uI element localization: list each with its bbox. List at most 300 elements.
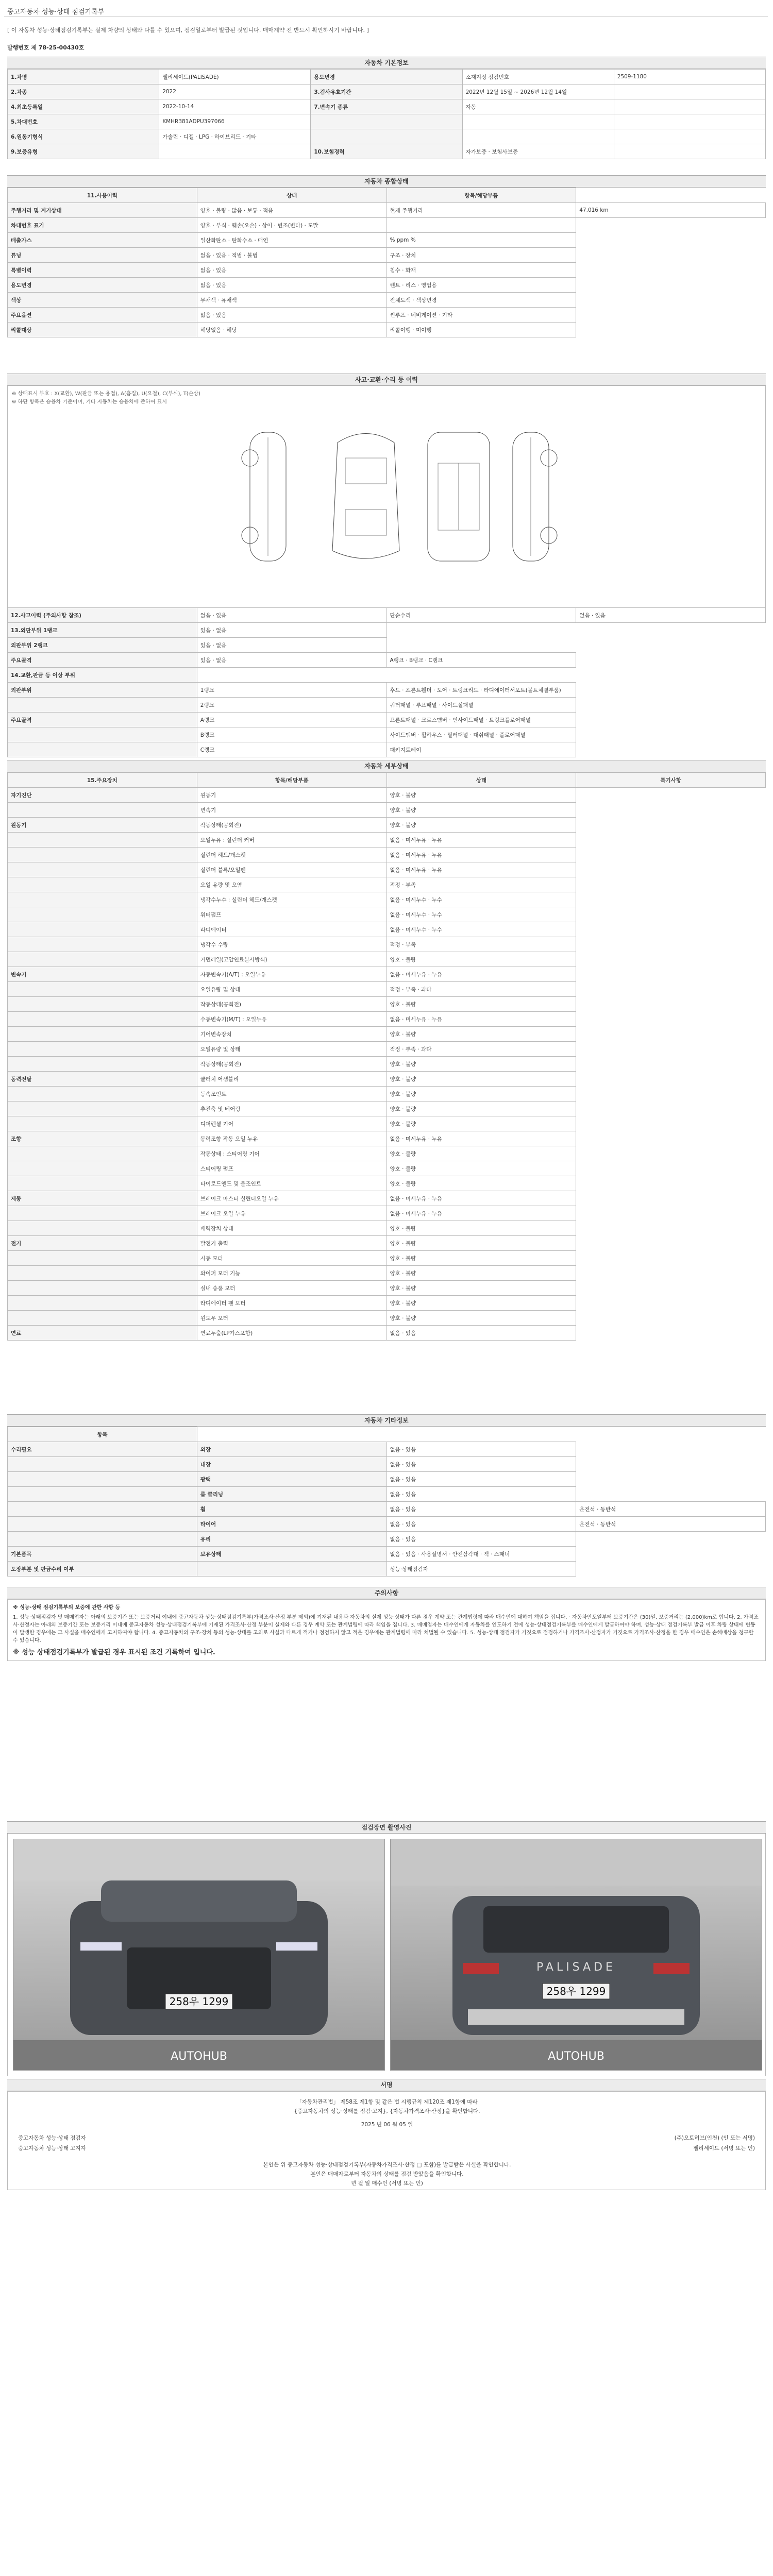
detail-cell: [8, 833, 197, 848]
overall-row: [8, 308, 766, 323]
detail-cell: [8, 1146, 197, 1161]
detail-row: [8, 1027, 766, 1042]
detail-row: [8, 907, 766, 922]
detail-cell: 없음 · 미세누유 · 누유: [386, 1131, 576, 1146]
detail-cell: [8, 803, 197, 818]
detail-cell: [8, 952, 197, 967]
overall-cell: 없음 · 있음: [197, 278, 386, 293]
detail-section: [7, 760, 766, 1341]
detail-cell: 배력장치 상태: [197, 1221, 386, 1236]
detail-cell: 적정 · 부족: [386, 877, 576, 892]
detail-cell: [8, 862, 197, 877]
other-section: [7, 1414, 766, 1577]
other-cell: [8, 1517, 197, 1532]
overall-cell: 색상: [8, 293, 197, 308]
detail-cell: 오일누유 : 실린더 커버: [197, 833, 386, 848]
overall-cell: 없음 · 있음: [197, 263, 386, 278]
basic-cell: 7.변속기 종류: [311, 99, 462, 114]
detail-cell: 양호 · 불량: [386, 952, 576, 967]
other-cell: [8, 1472, 197, 1487]
detail-cell: 스티어링 펌프: [197, 1161, 386, 1176]
detail-cell: [8, 1116, 197, 1131]
sign-line-1: 「자동차관리법」 제58조 제1항 및 같은 법 시행규칙 제120조 제1항에 따라: [296, 2099, 478, 2105]
detail-cell: 조향: [8, 1131, 197, 1146]
detail-row: [8, 1221, 766, 1236]
accident-row: [8, 742, 766, 757]
car-top-interior-icon: [420, 427, 497, 566]
detail-cell: [8, 1101, 197, 1116]
other-row: [8, 1442, 766, 1457]
detail-cell: [8, 1281, 197, 1296]
detail-row: [8, 982, 766, 997]
caution-section: [7, 1587, 766, 1661]
detail-cell: [8, 922, 197, 937]
detail-cell: 기어변속장치: [197, 1027, 386, 1042]
detail-cell: 자기진단: [8, 788, 197, 803]
overall-head-cell: 11.사용이력: [8, 188, 197, 203]
accident-cell: 없음 · 있음: [576, 608, 766, 623]
detail-row: [8, 1012, 766, 1027]
diagram-legend: [12, 390, 200, 406]
basic-cell: [614, 84, 765, 99]
basic-cell: 가솔린 · 디젤 · LPG · 하이브리드 · 기타: [159, 129, 311, 144]
overall-section: [7, 175, 766, 337]
overall-cell: 없음 · 있음: [197, 308, 386, 323]
detail-cell: [8, 1057, 197, 1072]
inspector-value: (주)오토허브(인천) (인 또는 서명): [674, 2135, 755, 2141]
overall-cell: 리콜이행 · 미이행: [386, 323, 576, 337]
detail-cell: 없음 · 미세누수 · 누수: [386, 922, 576, 937]
detail-cell: 원동기: [8, 818, 197, 833]
caution-body: [7, 1599, 766, 1661]
detail-cell: 양호 · 불량: [386, 1087, 576, 1101]
accident-cell: 14.교환,판금 등 이상 부위: [8, 668, 197, 683]
detail-cell: [8, 877, 197, 892]
overall-row: [8, 293, 766, 308]
basic-cell: 4.최초등록일: [8, 99, 159, 114]
detail-cell: 동력전달: [8, 1072, 197, 1087]
detail-cell: 양호 · 불량: [386, 1116, 576, 1131]
overall-row: [8, 218, 766, 233]
basic-info-title: 자동차 기본정보: [7, 57, 766, 69]
detail-cell: 와이퍼 모터 기능: [197, 1266, 386, 1281]
other-cell: 없음 · 있음: [386, 1532, 576, 1547]
rear-photo: [390, 1839, 762, 2071]
detail-cell: 브레이크 오일 누유: [197, 1206, 386, 1221]
accident-cell: 13.외판부위 1랭크: [8, 623, 197, 638]
accident-cell: [8, 698, 197, 713]
detail-cell: [8, 982, 197, 997]
detail-cell: 없음 · 미세누유 · 누유: [386, 1206, 576, 1221]
basic-cell: [462, 129, 614, 144]
detail-cell: 양호 · 불량: [386, 1296, 576, 1311]
detail-row: [8, 1072, 766, 1087]
other-cell: 없음 · 있음: [386, 1517, 576, 1532]
accident-row: [8, 698, 766, 713]
overall-cell: 양호 · 불량 · 많음 · 보통 · 적음: [197, 203, 386, 218]
detail-cell: 없음 · 미세누유 · 누유: [386, 848, 576, 862]
detail-row: [8, 952, 766, 967]
other-row: [8, 1487, 766, 1502]
overall-cell: 없음 · 있음 · 적법 · 불법: [197, 248, 386, 263]
detail-cell: [8, 1221, 197, 1236]
detail-row: [8, 1042, 766, 1057]
detail-cell: 작동상태(공회전): [197, 1057, 386, 1072]
detail-row: [8, 877, 766, 892]
detail-cell: 디퍼렌셜 기어: [197, 1116, 386, 1131]
accident-cell: A랭크 · B랭크 · C랭크: [386, 653, 576, 668]
legend-line-2: ※ 하단 항목은 승용차 기준이며, 기타 자동차는 승용차에 준하여 표시: [12, 399, 167, 405]
detail-cell: 양호 · 불량: [386, 1101, 576, 1116]
detail-cell: 양호 · 불량: [386, 997, 576, 1012]
other-cell: 없음 · 있음: [386, 1502, 576, 1517]
detail-cell: 동력조향 작동 오일 누유: [197, 1131, 386, 1146]
detail-cell: 적정 · 부족 · 과다: [386, 982, 576, 997]
detail-cell: 양호 · 불량: [386, 1146, 576, 1161]
basic-cell: [614, 144, 765, 159]
overall-title: 자동차 종합상태: [7, 175, 766, 188]
other-cell: 유리: [197, 1532, 386, 1547]
accident-cell: 쿼터패널 · 루프패널 · 사이드실패널: [386, 698, 576, 713]
detail-cell: 연료누출(LP가스포함): [197, 1326, 386, 1341]
accident-cell: C랭크: [197, 742, 386, 757]
detail-cell: 없음 · 미세누수 · 누수: [386, 892, 576, 907]
detail-row: [8, 1116, 766, 1131]
detail-cell: 양호 · 불량: [386, 1072, 576, 1087]
detail-cell: [8, 1161, 197, 1176]
rear-brand-text: AUTOHUB: [548, 2050, 604, 2063]
other-cell: 없음 · 있음: [386, 1442, 576, 1457]
overall-head-cell: 상태: [197, 188, 386, 203]
overall-cell: 해당없음 · 해당: [197, 323, 386, 337]
detail-row: [8, 1131, 766, 1146]
other-cell: 보유상태: [197, 1547, 386, 1562]
accident-row: [8, 727, 766, 742]
other-cell: 룸 클리닝: [197, 1487, 386, 1502]
accident-cell: 2랭크: [197, 698, 386, 713]
notice-text: [ 이 자동차 성능·상태점검기록부는 실제 차량의 상태와 다를 수 있으며, 점검일로부터 발급된 것입니다. 매매계약 전 반드시 확인하시기 바랍니다. ]: [7, 27, 369, 33]
basic-cell: 자동: [462, 99, 614, 114]
detail-cell: 브레이크 마스터 실린더오일 누유: [197, 1191, 386, 1206]
notifier-value: 팰리세이드 (서명 또는 인): [693, 2145, 755, 2151]
detail-row: [8, 1281, 766, 1296]
accident-cell: [8, 727, 197, 742]
detail-row: [8, 862, 766, 877]
detail-cell: 연료: [8, 1326, 197, 1341]
photos-title: 점검장면 촬영사진: [7, 1821, 766, 1834]
overall-cell: 차대번호 표기: [8, 218, 197, 233]
detail-table: [7, 772, 766, 1341]
other-cell: 없음 · 있음 · 사용설명서 · 안전삼각대 · 잭 · 스패너: [386, 1547, 576, 1562]
accident-cell: [8, 742, 197, 757]
car-top-front-icon: [327, 427, 405, 566]
accident-cell: B랭크: [197, 727, 386, 742]
detail-cell: 양호 · 불량: [386, 1221, 576, 1236]
overall-cell: 주요옵션: [8, 308, 197, 323]
detail-row: [8, 1161, 766, 1176]
basic-row: [8, 84, 766, 99]
caution-title: 주의사항: [7, 1587, 766, 1599]
signature-title: 서명: [7, 2079, 766, 2091]
inspector-label: 중고자동차 성능·상태 점검자: [18, 2135, 86, 2141]
basic-cell: 용도변경: [311, 70, 462, 84]
detail-cell: 양호 · 불량: [386, 1236, 576, 1251]
other-cell: 도장부분 및 판금수리 여부: [8, 1562, 197, 1577]
photos-area: [7, 1834, 766, 2076]
detail-cell: 없음 · 미세누유 · 누유: [386, 967, 576, 982]
other-row: [8, 1547, 766, 1562]
detail-row: [8, 803, 766, 818]
overall-cell: 일산화탄소 · 탄화수소 · 매연: [197, 233, 386, 248]
sign-date: 2025 년 06 월 05 일: [361, 2122, 413, 2128]
detail-cell: 양호 · 불량: [386, 1251, 576, 1266]
front-plate-text: 258우 1299: [169, 1995, 229, 2008]
basic-cell: 2022: [159, 84, 311, 99]
detail-cell: [8, 1206, 197, 1221]
detail-cell: 클러치 어셈블리: [197, 1072, 386, 1087]
basic-info-table: [7, 69, 766, 159]
basic-cell: 2022년 12월 15일 ~ 2026년 12월 14일: [462, 84, 614, 99]
overall-cell: 침수 · 화재: [386, 263, 576, 278]
detail-row: [8, 1266, 766, 1281]
detail-row: [8, 967, 766, 982]
detail-cell: [8, 1012, 197, 1027]
accident-title: 사고·교환·수리 등 이력: [7, 374, 766, 386]
accident-row: [8, 668, 766, 683]
photos-section: [7, 1821, 766, 2076]
basic-cell: 5.차대번호: [8, 114, 159, 129]
other-cell: 휠: [197, 1502, 386, 1517]
detail-cell: [8, 1176, 197, 1191]
detail-head: [8, 773, 766, 788]
basic-row: [8, 99, 766, 114]
overall-table: [7, 188, 766, 337]
detail-cell: 오일유량 및 상태: [197, 982, 386, 997]
car-right-side-icon: [502, 427, 559, 566]
detail-cell: 냉각수누수 : 실린더 헤드/개스켓: [197, 892, 386, 907]
detail-cell: [8, 892, 197, 907]
detail-row: [8, 788, 766, 803]
other-row: [8, 1457, 766, 1472]
detail-row: [8, 937, 766, 952]
other-row: [8, 1517, 766, 1532]
accident-row: [8, 683, 766, 698]
overall-cell: 양호 · 부식 · 훼손(오손) · 상이 · 변조(변타) · 도말: [197, 218, 386, 233]
basic-cell: [614, 114, 765, 129]
other-cell: 수리필요: [8, 1442, 197, 1457]
caution-heading: ※ 성능·상태 점검기록부의 보증에 관한 사항 등: [13, 1605, 121, 1611]
overall-cell: 전체도색 · 색상변경: [386, 293, 576, 308]
detail-cell: 실린더 블록/오일팬: [197, 862, 386, 877]
detail-cell: [8, 997, 197, 1012]
detail-cell: 워터펌프: [197, 907, 386, 922]
basic-cell: KMHR381ADPU397066: [159, 114, 311, 129]
overall-row: [8, 233, 766, 248]
detail-row: [8, 1206, 766, 1221]
detail-cell: 원동기: [197, 788, 386, 803]
detail-cell: 실린더 헤드/개스켓: [197, 848, 386, 862]
detail-cell: 제동: [8, 1191, 197, 1206]
other-cell: [8, 1457, 197, 1472]
detail-cell: 양호 · 불량: [386, 1161, 576, 1176]
signature-box: [7, 2091, 766, 2190]
accident-cell: 외판부위: [8, 683, 197, 698]
detail-cell: 없음 · 미세누수 · 누수: [386, 907, 576, 922]
detail-cell: 없음 · 미세누유 · 누유: [386, 1012, 576, 1027]
detail-row: [8, 892, 766, 907]
overall-cell: 튜닝: [8, 248, 197, 263]
detail-cell: 라디에이터 팬 모터: [197, 1296, 386, 1311]
detail-cell: [8, 1311, 197, 1326]
detail-cell: 라디에이터: [197, 922, 386, 937]
detail-cell: 양호 · 불량: [386, 1311, 576, 1326]
legend-line-1: ※ 상태표시 부호 : X(교환), W(판금 또는 용접), A(흠집), U(요철), C(부식), T(손상): [12, 391, 200, 397]
detail-cell: [8, 907, 197, 922]
other-cell: [8, 1502, 197, 1517]
detail-cell: 없음 · 미세누유 · 누유: [386, 1191, 576, 1206]
accident-table: [7, 607, 766, 757]
detail-row: [8, 1146, 766, 1161]
detail-row: [8, 1057, 766, 1072]
overall-cell: 렌트 · 리스 · 영업용: [386, 278, 576, 293]
detail-cell: 양호 · 불량: [386, 1266, 576, 1281]
detail-row: [8, 1251, 766, 1266]
detail-row: [8, 997, 766, 1012]
detail-row: [8, 1087, 766, 1101]
other-cell: 없음 · 있음: [386, 1472, 576, 1487]
overall-cell: 무채색 · 유채색: [197, 293, 386, 308]
basic-cell: [462, 114, 614, 129]
overall-cell: 특별이력: [8, 263, 197, 278]
accident-cell: 프론트패널 · 크로스멤버 · 인사이드패널 · 트렁크플로어패널: [386, 713, 576, 727]
detail-cell: 없음 · 미세누유 · 누유: [386, 862, 576, 877]
rear-plate-text: 258우 1299: [546, 1985, 606, 1997]
accident-cell: 후드 · 프론트휀더 · 도어 · 트렁크리드 · 라디에이터서포트(볼트체결부품): [386, 683, 576, 698]
detail-cell: 작동상태(공회전): [197, 818, 386, 833]
rear-model-text: PALISADE: [536, 1961, 616, 1974]
accident-row: [8, 653, 766, 668]
car-diagram: [7, 386, 766, 607]
overall-cell: 썬루프 · 네비게이션 · 기타: [386, 308, 576, 323]
detail-cell: 수동변속기(M/T) : 오일누유: [197, 1012, 386, 1027]
basic-cell: [159, 144, 311, 159]
basic-row: [8, 114, 766, 129]
overall-head-cell: 항목/해당부품: [386, 188, 576, 203]
cert-number: 발행번호 제 78-25-00430호: [7, 44, 85, 51]
accident-cell: 사이드멤버 · 휠하우스 · 필러패널 · 대쉬패널 · 플로어패널: [386, 727, 576, 742]
overall-cell: 현재 주행거리: [386, 203, 576, 218]
detail-row: [8, 1101, 766, 1116]
basic-cell: [311, 114, 462, 129]
detail-cell: 오일 유량 및 오염: [197, 877, 386, 892]
detail-row: [8, 848, 766, 862]
basic-cell: 소재지정 점검번호: [462, 70, 614, 84]
detail-cell: 커먼레일(고압연료분사방식): [197, 952, 386, 967]
other-cell: [8, 1487, 197, 1502]
detail-cell: 변속기: [8, 967, 197, 982]
basic-info-section: [7, 57, 766, 159]
overall-cell: % ppm %: [386, 233, 576, 248]
basic-cell: 2.차종: [8, 84, 159, 99]
detail-row: [8, 1311, 766, 1326]
front-photo: [13, 1839, 385, 2071]
detail-cell: 타이로드엔드 및 볼조인트: [197, 1176, 386, 1191]
page-header: [4, 3, 768, 17]
other-row: [8, 1502, 766, 1517]
accident-cell: 외판부위 2랭크: [8, 638, 197, 653]
caution-footer: ※ 성능 상태점검기록부가 발급된 경우 표시된 조건 기록하여 입니다.: [13, 1649, 215, 1656]
detail-cell: 없음 · 미세누유 · 누유: [386, 833, 576, 848]
detail-cell: 시동 모터: [197, 1251, 386, 1266]
detail-head-cell: 특기사항: [576, 773, 766, 788]
basic-cell: [614, 99, 765, 114]
detail-cell: 변속기: [197, 803, 386, 818]
accident-section: [7, 374, 766, 757]
accident-cell: 없음 · 있음: [197, 608, 386, 623]
other-head: [8, 1427, 766, 1442]
accident-cell: 주요골격: [8, 653, 197, 668]
detail-cell: 양호 · 불량: [386, 1027, 576, 1042]
detail-cell: 발전기 출력: [197, 1236, 386, 1251]
accident-cell: A랭크: [197, 713, 386, 727]
detail-cell: 등속조인트: [197, 1087, 386, 1101]
overall-cell: 용도변경: [8, 278, 197, 293]
overall-row: [8, 263, 766, 278]
detail-cell: 작동상태(공회전): [197, 997, 386, 1012]
detail-cell: 작동상태 : 스티어링 기어: [197, 1146, 386, 1161]
other-cell: 성능·상태점검자: [386, 1562, 576, 1577]
accident-cell: 있음 · 없음: [197, 623, 386, 638]
detail-cell: [8, 1266, 197, 1281]
accident-cell: 단순수리: [386, 608, 576, 623]
other-cell: 타이어: [197, 1517, 386, 1532]
page-title: 중고자동차 성능·상태 점검기록부: [7, 8, 105, 16]
accident-cell: 12.사고이력 (주의사항 참조): [8, 608, 197, 623]
accident-cell: 1랭크: [197, 683, 386, 698]
detail-cell: [8, 937, 197, 952]
basic-cell: 2022-10-14: [159, 99, 311, 114]
detail-head-cell: 상태: [386, 773, 576, 788]
basic-cell: 1.차명: [8, 70, 159, 84]
notifier-label: 중고자동차 성능·상태 고지자: [18, 2145, 86, 2151]
detail-cell: [8, 1251, 197, 1266]
overall-cell: 구조 · 장치: [386, 248, 576, 263]
accident-row: [8, 713, 766, 727]
detail-cell: 양호 · 불량: [386, 1176, 576, 1191]
detail-cell: 양호 · 불량: [386, 1057, 576, 1072]
other-head-cell: 항목: [8, 1427, 197, 1442]
other-title: 자동차 기타정보: [7, 1414, 766, 1427]
detail-cell: 냉각수 수량: [197, 937, 386, 952]
detail-head-cell: 15.주요장치: [8, 773, 197, 788]
basic-cell: 2509-1180: [614, 70, 765, 84]
caution-text: 1. 성능·상태점검자 및 매매업자는 아래의 보증기간 또는 보증거리 이내에 중고자동차 성능·상태점검기록부(가격조사·산정 부분 제외)에 기재된 내용과 자동차의 실제 성능·상태가 다른 경우 계약 또는 관계법령에 따라 매수인에 대하여 책임을 집니다. · 자동차인도일부터 보증기간은 (30)일, 보증거리는 (2,000)km로 합니다. 2. 가격조사·산정자는 아래의 보증기간 또는 보증거리 이내에 중고자동차 성능·상태점검기록부에 기재된 가격조사·산정 부분이 실제와 다른 경우 계약 또는 관계법령에 따라 책임을 집니다. 3. 매매업자는 매수인에게 자동차를 인도하기 전에 성능·상태점검기록부를 매수인에게 발급하여야 하며, 성능·상태 점검기록부 발급 이후 차량 상태에 변동이 발생한 경우에는 그 사실을 매수인에게 고지하여야 합니다. 4. 중고자동차의 구조·장치 등의 성능·상태를 고의로 사실과 다르게 적거나 점검하지 않고 적은 경우에는 관계법령에 따라 처벌될 수 있습니다. 5. 성능·상태 점검자가 거짓으로 점검하거나 가격조사·산정자가 거짓으로 가격조사·산정을 한 경우 매수인은 손해배상을 청구할 수 있습니다.: [13, 1615, 759, 1643]
detail-row: [8, 1296, 766, 1311]
basic-cell: [614, 129, 765, 144]
overall-row: [8, 323, 766, 337]
overall-cell: [386, 218, 576, 233]
basic-cell: 10.보험경력: [311, 144, 462, 159]
front-brand-text: AUTOHUB: [171, 2050, 227, 2063]
overall-cell: 배출가스: [8, 233, 197, 248]
receipt-line: 본인은 위 중고자동차 성능·상태점검기록부(자동차가격조사·산정 □ 포함)를 발급받은 사실을 확인합니다.: [263, 2162, 511, 2168]
detail-cell: 양호 · 불량: [386, 788, 576, 803]
accident-row: [8, 638, 766, 653]
other-table: [7, 1427, 766, 1577]
detail-cell: 없음 · 있음: [386, 1326, 576, 1341]
car-left-side-icon: [240, 427, 296, 566]
detail-cell: [8, 848, 197, 862]
